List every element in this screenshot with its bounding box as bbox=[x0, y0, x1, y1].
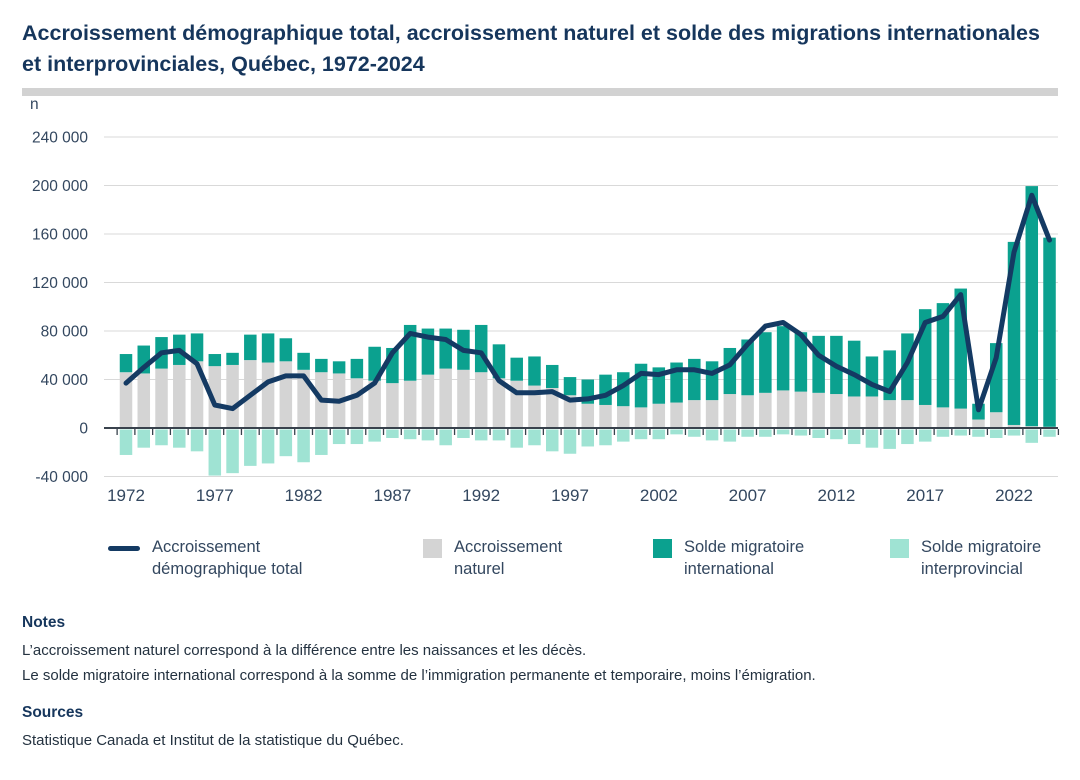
bar-international-1999 bbox=[599, 375, 612, 405]
bar-naturel-2001 bbox=[635, 407, 648, 428]
bar-interprovincial-1990 bbox=[439, 430, 452, 446]
bar-interprovincial-1974 bbox=[155, 430, 168, 446]
legend-label-naturel bbox=[454, 536, 562, 580]
bar-international-1982 bbox=[297, 353, 310, 370]
x-axis-label-1987: 1987 bbox=[373, 486, 412, 505]
bar-naturel-2021 bbox=[990, 412, 1003, 428]
legend-label-total-line2: démographique total bbox=[152, 560, 303, 578]
bar-international-2006 bbox=[724, 348, 737, 394]
bar-interprovincial-2001 bbox=[635, 430, 648, 440]
bar-naturel-2006 bbox=[724, 394, 737, 428]
bar-interprovincial-2017 bbox=[919, 430, 932, 442]
notes-heading: Notes bbox=[22, 614, 66, 631]
bar-interprovincial-2009 bbox=[777, 430, 790, 435]
bar-naturel-2019 bbox=[954, 409, 967, 428]
legend-square-interprovincial bbox=[890, 539, 909, 558]
x-axis-label-2007: 2007 bbox=[728, 486, 767, 505]
x-axis-label-2012: 2012 bbox=[817, 486, 856, 505]
legend-label-international-line2: international bbox=[684, 560, 774, 578]
bar-interprovincial-2022 bbox=[1008, 430, 1021, 436]
bar-interprovincial-2000 bbox=[617, 430, 630, 442]
bar-interprovincial-2015 bbox=[883, 430, 896, 449]
bar-interprovincial-1978 bbox=[226, 430, 239, 474]
bar-interprovincial-1999 bbox=[599, 430, 612, 446]
bar-international-1978 bbox=[226, 353, 239, 365]
x-axis-label-1977: 1977 bbox=[195, 486, 234, 505]
bar-international-1983 bbox=[315, 359, 328, 372]
x-axis-label-1972: 1972 bbox=[107, 486, 145, 505]
bar-interprovincial-1995 bbox=[528, 430, 541, 446]
bar-international-1990 bbox=[439, 329, 452, 369]
legend-square-international bbox=[653, 539, 672, 558]
bar-interprovincial-1977 bbox=[209, 430, 222, 476]
bar-naturel-2015 bbox=[883, 400, 896, 428]
bar-international-1980 bbox=[262, 333, 275, 362]
bar-interprovincial-1972 bbox=[120, 430, 133, 455]
x-axis-label-1992: 1992 bbox=[462, 486, 501, 505]
bar-international-1972 bbox=[120, 354, 133, 372]
bar-interprovincial-2008 bbox=[759, 430, 772, 437]
bar-international-2023 bbox=[1026, 186, 1039, 426]
bar-interprovincial-2024 bbox=[1043, 430, 1056, 437]
note-line-2: Le solde migratoire international correspond à la somme de l’immigration permanente et temporaire, moins l’émigration. bbox=[22, 667, 816, 684]
legend-square-naturel bbox=[423, 539, 442, 558]
x-axis-label-2002: 2002 bbox=[639, 486, 678, 505]
bar-interprovincial-1991 bbox=[457, 430, 470, 438]
bar-interprovincial-2013 bbox=[848, 430, 861, 445]
y-axis-label--40000: -40 000 bbox=[35, 469, 88, 486]
bar-interprovincial-1986 bbox=[368, 430, 381, 442]
bar-interprovincial-1988 bbox=[404, 430, 417, 440]
bar-interprovincial-2014 bbox=[866, 430, 879, 448]
bar-interprovincial-1985 bbox=[351, 430, 364, 445]
bar-naturel-1973 bbox=[138, 373, 151, 428]
legend-label-interprovincial-line1: Solde migratoire bbox=[921, 538, 1042, 556]
bar-interprovincial-2004 bbox=[688, 430, 701, 437]
bar-naturel-1989 bbox=[422, 375, 435, 428]
note-line-1: L’accroissement naturel correspond à la différence entre les naissances et les décès. bbox=[22, 642, 587, 659]
bar-international-1995 bbox=[528, 356, 541, 385]
chart-legend bbox=[0, 536, 1080, 598]
x-axis-label-2017: 2017 bbox=[906, 486, 945, 505]
bar-naturel-1987 bbox=[386, 383, 399, 428]
x-axis-label-1982: 1982 bbox=[284, 486, 323, 505]
chart-title-line2: et interprovinciales, Québec, 1972-2024 bbox=[22, 52, 425, 76]
legend-label-interprovincial bbox=[921, 536, 1041, 580]
bar-naturel-2013 bbox=[848, 396, 861, 428]
sources-text: Statistique Canada et Institut de la statistique du Québec. bbox=[22, 732, 404, 749]
bar-naturel-2014 bbox=[866, 396, 879, 428]
bar-international-1996 bbox=[546, 365, 559, 388]
bar-interprovincial-2021 bbox=[990, 430, 1003, 438]
bar-international-2004 bbox=[688, 359, 701, 400]
bar-interprovincial-1989 bbox=[422, 430, 435, 441]
bar-interprovincial-1982 bbox=[297, 430, 310, 463]
bar-international-2011 bbox=[812, 336, 825, 393]
legend-label-total bbox=[152, 536, 302, 580]
chart-title-line1: Accroissement démographique total, accroissement naturel et solde des migrations internationales bbox=[22, 21, 1040, 45]
legend-label-interprovincial-line2: interprovincial bbox=[921, 560, 1023, 578]
sources-block bbox=[22, 700, 1052, 753]
bar-international-1997 bbox=[564, 377, 577, 395]
bar-interprovincial-1996 bbox=[546, 430, 559, 452]
bar-naturel-1975 bbox=[173, 365, 186, 428]
bar-naturel-2008 bbox=[759, 393, 772, 428]
y-axis-label-120000: 120 000 bbox=[31, 275, 88, 292]
sources-heading: Sources bbox=[22, 704, 84, 721]
bar-interprovincial-2020 bbox=[972, 430, 985, 437]
bar-international-1984 bbox=[333, 361, 346, 373]
bar-naturel-2012 bbox=[830, 394, 843, 428]
bar-interprovincial-1980 bbox=[262, 430, 275, 464]
bar-international-1977 bbox=[209, 354, 222, 366]
bar-international-2024 bbox=[1043, 238, 1056, 427]
x-axis-label-2022: 2022 bbox=[995, 486, 1033, 505]
bar-interprovincial-2023 bbox=[1026, 430, 1039, 443]
chart-title bbox=[22, 18, 1052, 80]
bar-international-1981 bbox=[280, 338, 293, 361]
bar-international-1992 bbox=[475, 325, 488, 372]
bar-interprovincial-2002 bbox=[653, 430, 666, 440]
bar-interprovincial-1984 bbox=[333, 430, 346, 445]
bar-naturel-2004 bbox=[688, 400, 701, 428]
bar-naturel-2010 bbox=[795, 392, 808, 428]
bar-international-2001 bbox=[635, 364, 648, 408]
y-axis-label-200000: 200 000 bbox=[31, 178, 88, 195]
bar-interprovincial-1975 bbox=[173, 430, 186, 448]
y-axis-unit-label: n bbox=[30, 96, 39, 113]
bar-naturel-1998 bbox=[582, 404, 595, 428]
bar-international-2014 bbox=[866, 356, 879, 396]
bar-naturel-2020 bbox=[972, 420, 985, 428]
y-axis-label-160000: 160 000 bbox=[31, 226, 88, 244]
bar-interprovincial-2016 bbox=[901, 430, 914, 445]
bar-interprovincial-2019 bbox=[954, 430, 967, 436]
bar-interprovincial-2010 bbox=[795, 430, 808, 436]
bar-interprovincial-2011 bbox=[812, 430, 825, 438]
bar-naturel-2011 bbox=[812, 393, 825, 428]
bar-naturel-2005 bbox=[706, 400, 719, 428]
bar-interprovincial-1983 bbox=[315, 430, 328, 455]
bar-interprovincial-1987 bbox=[386, 430, 399, 438]
bar-naturel-2002 bbox=[653, 404, 666, 428]
bar-international-2008 bbox=[759, 332, 772, 393]
bar-interprovincial-2007 bbox=[741, 430, 754, 437]
legend-item-international bbox=[653, 536, 804, 580]
bar-naturel-2018 bbox=[937, 407, 950, 428]
bar-interprovincial-2018 bbox=[937, 430, 950, 437]
legend-item-total bbox=[108, 536, 302, 580]
legend-item-naturel bbox=[423, 536, 562, 580]
legend-item-interprovincial bbox=[890, 536, 1041, 580]
bar-international-2013 bbox=[848, 341, 861, 397]
bar-international-1979 bbox=[244, 335, 257, 360]
bar-interprovincial-2003 bbox=[670, 430, 683, 435]
y-axis-label-80000: 80 000 bbox=[40, 323, 88, 341]
bar-naturel-1981 bbox=[280, 361, 293, 428]
bar-international-1976 bbox=[191, 333, 204, 361]
bar-naturel-1991 bbox=[457, 370, 470, 428]
chart-area bbox=[0, 95, 1080, 525]
bar-interprovincial-2006 bbox=[724, 430, 737, 442]
bar-international-1994 bbox=[510, 358, 522, 381]
bar-international-2009 bbox=[777, 326, 790, 390]
legend-label-naturel-line2: naturel bbox=[454, 560, 505, 578]
y-axis-label-0: 0 bbox=[79, 420, 88, 438]
bar-interprovincial-2012 bbox=[830, 430, 843, 440]
y-axis-label-40000: 40 000 bbox=[40, 372, 88, 389]
bar-naturel-1985 bbox=[351, 378, 364, 428]
bar-naturel-1992 bbox=[475, 372, 488, 428]
legend-label-international-line1: Solde migratoire bbox=[684, 538, 805, 556]
legend-label-total-line1: Accroissement bbox=[152, 538, 261, 556]
x-axis-label-1997: 1997 bbox=[551, 486, 589, 505]
bar-interprovincial-1993 bbox=[493, 430, 506, 441]
bar-naturel-1980 bbox=[262, 363, 275, 428]
bar-naturel-2003 bbox=[670, 403, 683, 428]
bar-international-1985 bbox=[351, 359, 364, 378]
legend-label-international bbox=[684, 536, 804, 580]
bar-naturel-1988 bbox=[404, 381, 417, 428]
bar-naturel-1978 bbox=[226, 365, 239, 428]
y-axis-label-240000: 240 000 bbox=[31, 129, 88, 147]
bar-interprovincial-1997 bbox=[564, 430, 577, 454]
bar-naturel-2009 bbox=[777, 390, 790, 428]
bar-international-2005 bbox=[706, 361, 719, 400]
bar-naturel-2016 bbox=[901, 400, 914, 428]
bar-naturel-2017 bbox=[919, 405, 932, 428]
bar-interprovincial-1976 bbox=[191, 430, 204, 452]
bar-interprovincial-1998 bbox=[582, 430, 595, 447]
bar-naturel-2007 bbox=[741, 395, 754, 428]
bar-naturel-1974 bbox=[155, 369, 168, 428]
bar-interprovincial-1981 bbox=[280, 430, 293, 457]
bar-interprovincial-1973 bbox=[138, 430, 151, 448]
bar-interprovincial-1992 bbox=[475, 430, 488, 441]
bar-naturel-2000 bbox=[617, 406, 630, 428]
bar-interprovincial-1994 bbox=[510, 430, 522, 448]
legend-label-naturel-line1: Accroissement bbox=[454, 538, 563, 556]
bar-interprovincial-1979 bbox=[244, 430, 257, 466]
legend-line-swatch bbox=[108, 546, 140, 551]
chart-svg bbox=[0, 95, 1080, 525]
notes-block bbox=[22, 610, 1052, 688]
bar-naturel-1990 bbox=[439, 369, 452, 428]
bar-interprovincial-2005 bbox=[706, 430, 719, 441]
bar-naturel-1999 bbox=[599, 405, 612, 428]
